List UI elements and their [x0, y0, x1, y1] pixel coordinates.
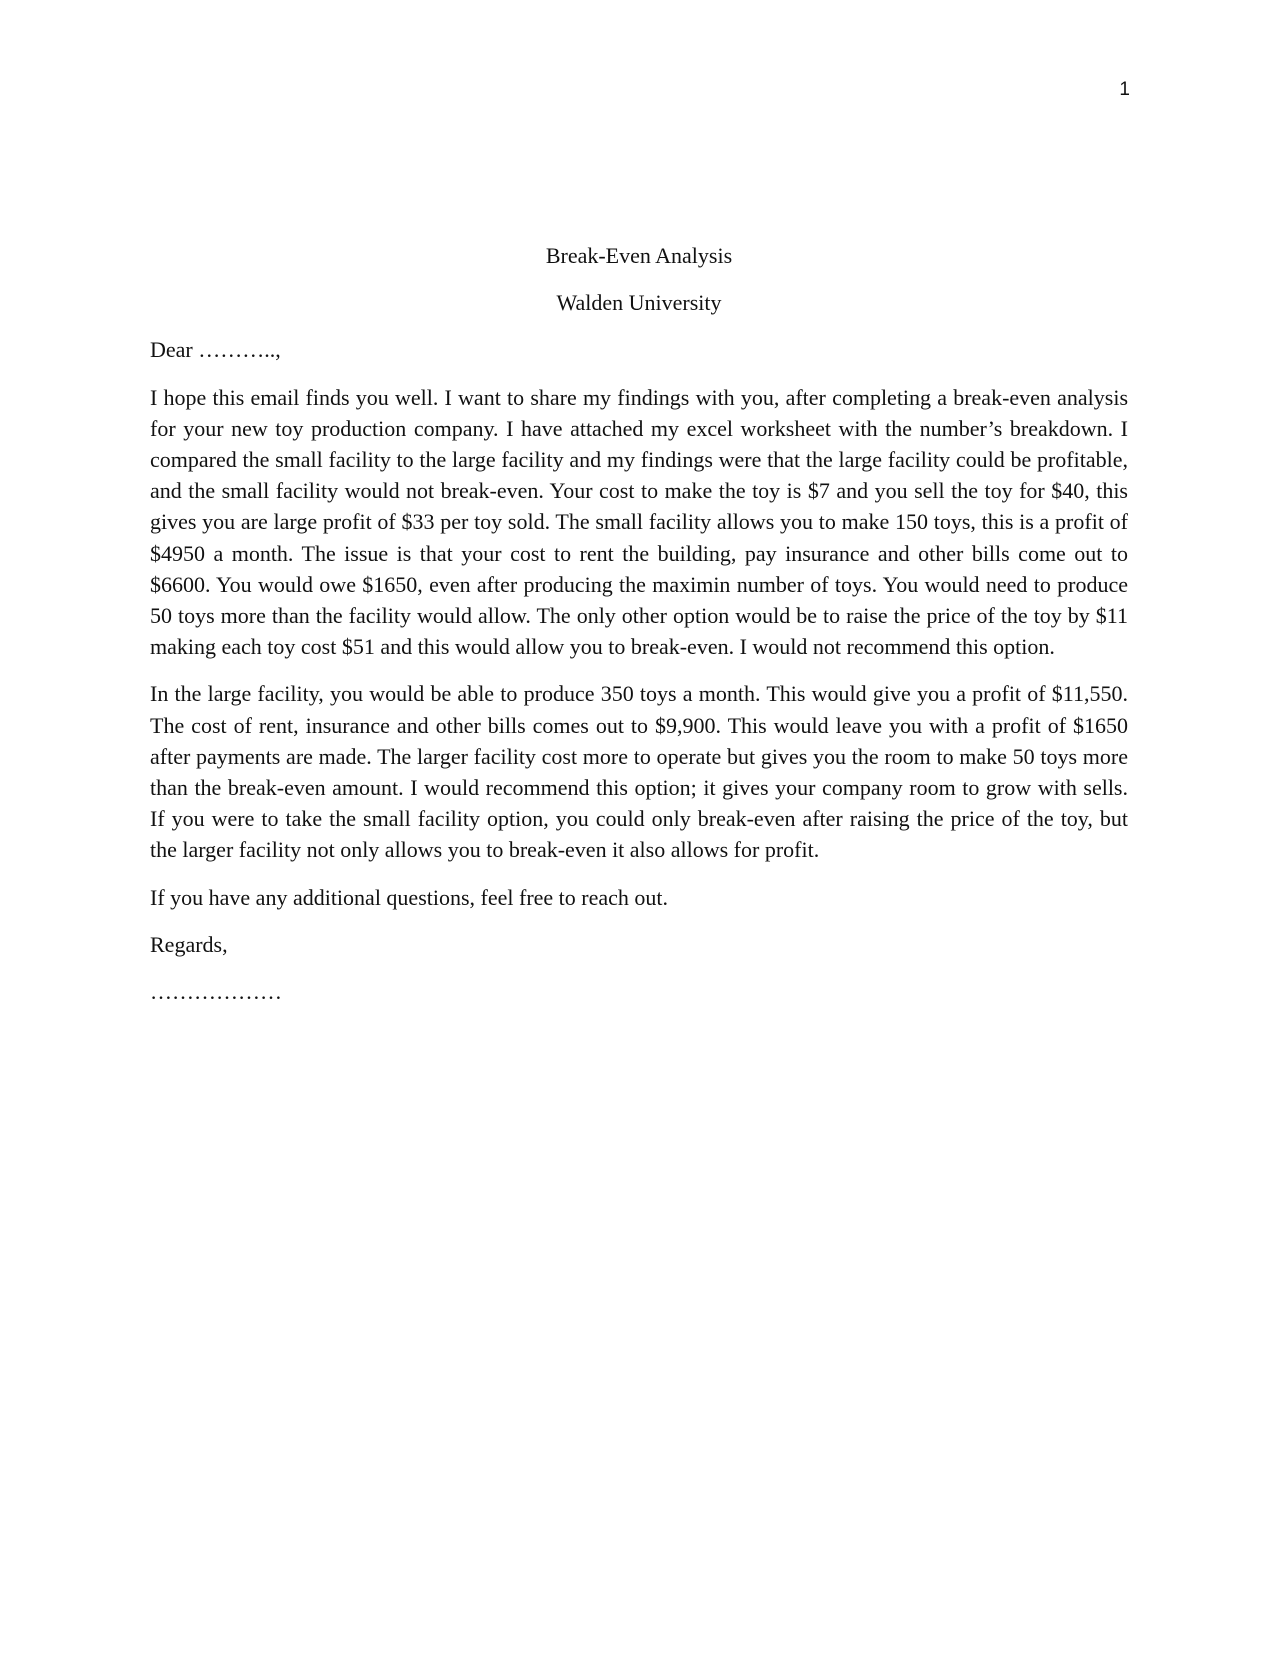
closing: Regards, [150, 931, 228, 957]
signature: ……………… [150, 979, 282, 1005]
paragraph-large-facility: In the large facility, you would be able to produce 350 toys a month. This would give you a profit of $11,550. The cost of rent, insurance and other bills comes out to $9,900. This would leave you with a profit of $1650 after payments are made. The larger facility cost more to operate but gives you the room to make 50 toys more than the break-even amount. I would recommend this option; it gives your company room to grow with sells. If you were to take the small facility option, you could only break-even after raising the price of the toy, but the larger facility not only allows you to break-even it also allows for profit. [150, 681, 1128, 863]
document-title: Break-Even Analysis [545, 243, 733, 268]
institution-name: Walden University [556, 290, 722, 316]
paragraph-closing-note: If you have any additional questions, feel free to reach out. [150, 884, 669, 910]
document-body [150, 240, 1128, 1023]
paragraph-small-facility: I hope this email finds you well. I want to share my findings with you, after completing a break-even analysis for your new toy production company. I have attached my excel worksheet with the number’s breakdown. I compared the small facility to the large facility and my findings were that the large facility could be profitable, and the small facility would not break-even. Your cost to make the toy is $7 and you sell the toy for $40, this gives you are large profit of $33 per toy sold. The small facility allows you to make 150 toys, this is a profit of $4950 a month. The issue is that your cost to rent the building, pay insurance and other bills come out to $6600. You would owe $1650, even after producing the maximin number of toys. You would need to produce 50 toys more than the facility would allow. The only other option would be to raise the price of the toy by $11 making each toy cost $51 and this would allow you to break-even. I would not recommend this option. [150, 384, 1128, 660]
salutation: Dear ……….., [150, 337, 281, 363]
page-number: 1 [1119, 79, 1130, 100]
